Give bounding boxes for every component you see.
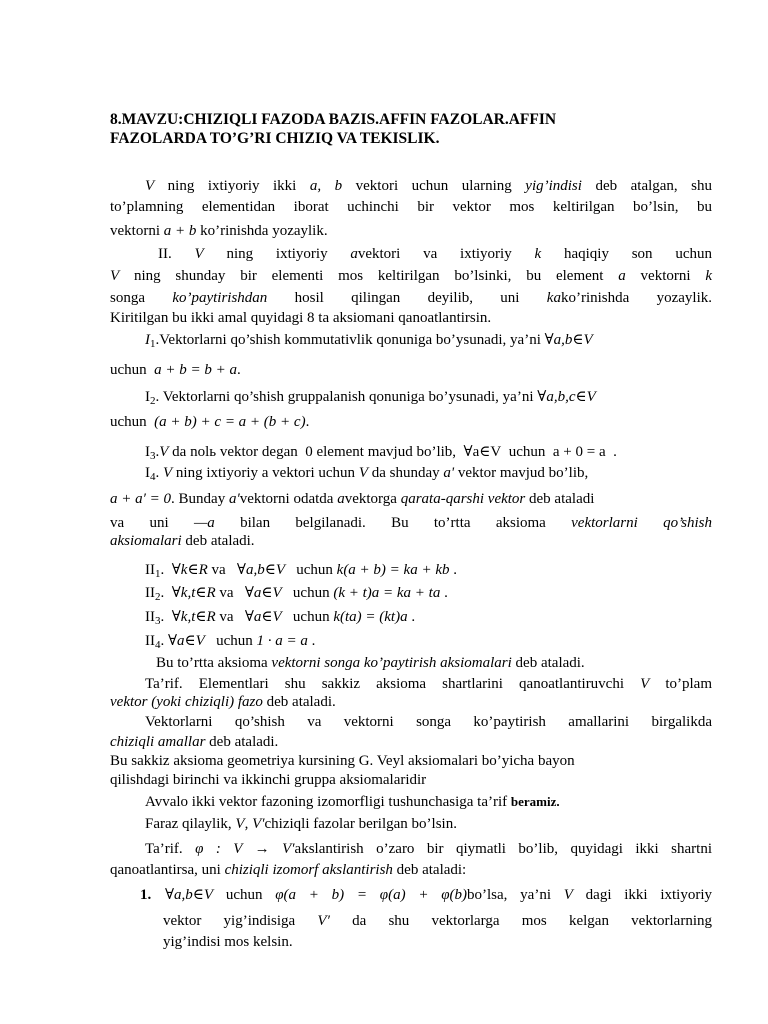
condition-1-line-1: ∀a,b∈V uchun φ(a + b) = φ(a) + φ(b)bo’lsa, ya’ni V dagi ikki ixtiyoriy [165,887,712,903]
p2-line-4: Kiritilgan bu ikki amal quyidagi 8 ta aksiomani qanoatlantirsin. [110,310,492,326]
p9-line-1: Ta’rif. φ : V → V′akslantirish o’zaro bir qiymatli bo’lib, quyidagi ikki shartni [145,841,712,857]
axiom-i2-line-1: $I_2$. Vektorlarni qo’shish gruppalanish qonuniga bo’ysunadi, ya’ni ∀a,b,c∈V [145,389,596,407]
axiom-ii1: $II_1$. ∀k∈R va ∀a,b∈V uchun k(a + b) = ka + kb . [145,562,457,580]
p6-line-1: Bu sakkiz aksioma geometriya kursining G. Veyl aksiomalari bo’yicha bayon [110,753,575,769]
p4-line-2: vektor (yoki chiziqli) fazo deb ataladi. [110,694,336,710]
axiom-i3: $I_3.V$ da nolь vektor degan 0 element mavjud bo’lib, ∀a∈V uchun a + 0 = a . [145,444,617,462]
title-line-1: 8.MAVZU:CHIZIQLI FAZODA BAZIS.AFFIN FAZOLAR.AFFIN [110,111,557,128]
p5-line-2: chiziqli amallar deb ataladi. [110,734,279,750]
axiom-i4-line-3: va uni —a bilan belgilanadi. Bu to’rtta aksioma vektorlarni qo’shish [110,515,712,531]
p1-line-3: vektorni a + b ko’rinishda yozaylik. [110,223,328,239]
p7-line: Avvalo ikki vektor fazoning izomorfligi tushunchasiga ta’rif beramiz. [145,794,560,810]
p9-line-2: qanoatlantirsa, uni chiziqli izomorf akslantirish deb ataladi: [110,862,467,878]
p3-line: Bu to’rtta aksioma vektorni songa ko’paytirish aksiomalari deb ataladi. [156,655,585,671]
p6-line-2: qilishdagi birinchi va ikkinchi gruppa aksiomalaridir [110,772,427,788]
axiom-ii2: $II_2$. ∀k,t∈R va ∀a∈V uchun (k + t)a = ka + ta . [145,585,448,603]
p2-line-3: songa ko’paytirishdan hosil qilingan deyilib, uni kako’rinishda yozaylik. [110,290,712,306]
title-line-2: FAZOLARDA TO’G’RI CHIZIQ VA TEKISLIK. [110,130,440,147]
p4-line-1: Ta’rif. Elementlari shu sakkiz aksioma shartlarini qanoatlantiruvchi V to’plam [145,676,712,692]
axiom-ii4: $II_4$. ∀a∈V uchun 1 · a = a . [145,633,316,651]
p1-line-2: to’plamning elementidan iborat uchinchi bir vektor mos keltirilgan bo’lsin, bu [110,199,712,215]
p1-line-1: V ning ixtiyoriy ikki a, b vektori uchun ularning yig’indisi deb atalgan, shu [145,178,713,194]
axiom-i1-line-1: $I_1.Vektorlarni$ qo’shish kommutativlik qonuniga bo’ysunadi, ya’ni ∀a,b∈V [145,332,593,350]
condition-1-line-3: yig’indisi mos kelsin. [163,934,293,950]
p8-line: Faraz qilaylik, V, V′chiziqli fazolar berilgan bo’lsin. [145,816,457,832]
axiom-i4-line-1: $I_4$. V ning ixtiyoriy a vektori uchun V da shunday a' vektor mavjud bo’lib, [145,465,589,483]
axiom-i4-line-2: a + a′ = 0. Bunday a′vektorni odatda avektorga qarata-qarshi vektor deb ataladi [110,491,595,507]
condition-1-number: 1. [140,887,152,903]
axiom-i4-line-4: aksiomalari deb ataladi. [110,533,255,549]
p2-line-2: V ning shunday bir elementi mos keltirilgan bo’lsinki, bu element a vektorni k [110,268,712,284]
axiom-ii3: $II_3$. ∀k,t∈R va ∀a∈V uchun k(ta) = (kt)a . [145,609,416,627]
axiom-i2-line-2: uchun (a + b) + c = a + (b + c). [110,414,310,430]
condition-1-line-2: vektor yig’indisiga V′ da shu vektorlarga mos kelgan vektorlarning [163,913,712,929]
p2-line-1: II. V ning ixtiyoriy avektori va ixtiyoriy k haqiqiy son uchun [158,246,712,262]
p5-line-1: Vektorlarni qo’shish va vektorni songa ko’paytirish amallarini birgalikda [145,714,712,730]
axiom-i1-line-2: uchun a + b = b + a. [110,362,241,378]
